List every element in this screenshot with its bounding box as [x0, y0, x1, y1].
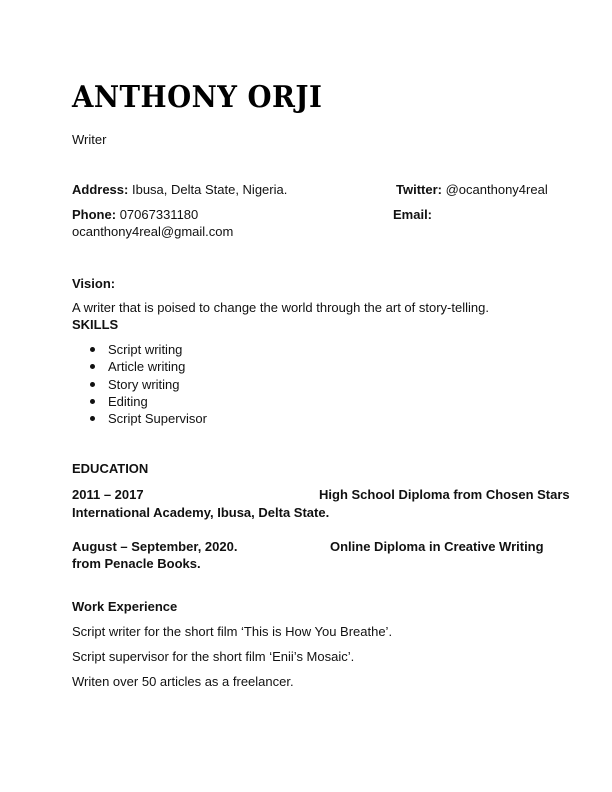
address-label: Address:: [72, 182, 129, 197]
twitter-line: [396, 182, 548, 197]
education-continuation-2: from Penacle Books.: [72, 556, 201, 571]
bullet-icon: [90, 347, 95, 352]
education-title-1: High School Diploma from Chosen Stars: [319, 487, 570, 502]
list-item: Script writing: [72, 341, 207, 358]
education-continuation-1: International Academy, Ibusa, Delta State.: [72, 505, 330, 520]
email-value: ocanthony4real@gmail.com: [72, 224, 234, 239]
bullet-icon: [90, 364, 95, 369]
bullet-icon: [90, 382, 95, 387]
list-item: Story writing: [72, 376, 207, 393]
work-item: Script writer for the short film ‘This is How You Breathe’.: [72, 624, 393, 639]
list-item: Script Supervisor: [72, 410, 207, 427]
skills-heading: SKILLS: [72, 317, 119, 332]
work-heading: Work Experience: [72, 599, 178, 614]
education-title-2: Online Diploma in Creative Writing: [330, 539, 544, 554]
list-item: Editing: [72, 393, 207, 410]
skills-list: [72, 341, 207, 427]
education-dates-1: 2011 – 2017: [72, 487, 144, 502]
education-dates-2: August – September, 2020.: [72, 539, 238, 554]
vision-heading: Vision:: [72, 276, 116, 291]
phone-value: 07067331180: [119, 207, 199, 222]
twitter-handle: @ocanthony4real: [445, 182, 548, 197]
address-line: [72, 182, 287, 197]
email-label: Email:: [393, 207, 433, 222]
phone-line: [72, 207, 198, 222]
work-item: Writen over 50 articles as a freelancer.: [72, 674, 294, 689]
education-heading: EDUCATION: [72, 461, 149, 476]
bullet-icon: [90, 399, 95, 404]
list-item: Article writing: [72, 358, 207, 375]
address-value: Ibusa, Delta State, Nigeria.: [131, 182, 288, 197]
vision-text: A writer that is poised to change the world through the art of story-telling.: [72, 300, 489, 315]
work-item: Script supervisor for the short film ‘Enii’s Mosaic’.: [72, 649, 355, 664]
phone-label: Phone:: [72, 207, 117, 222]
twitter-label: Twitter:: [396, 182, 442, 197]
candidate-role: Writer: [72, 132, 107, 147]
bullet-icon: [90, 416, 95, 421]
candidate-name: ANTHONY ORJI: [72, 80, 323, 115]
